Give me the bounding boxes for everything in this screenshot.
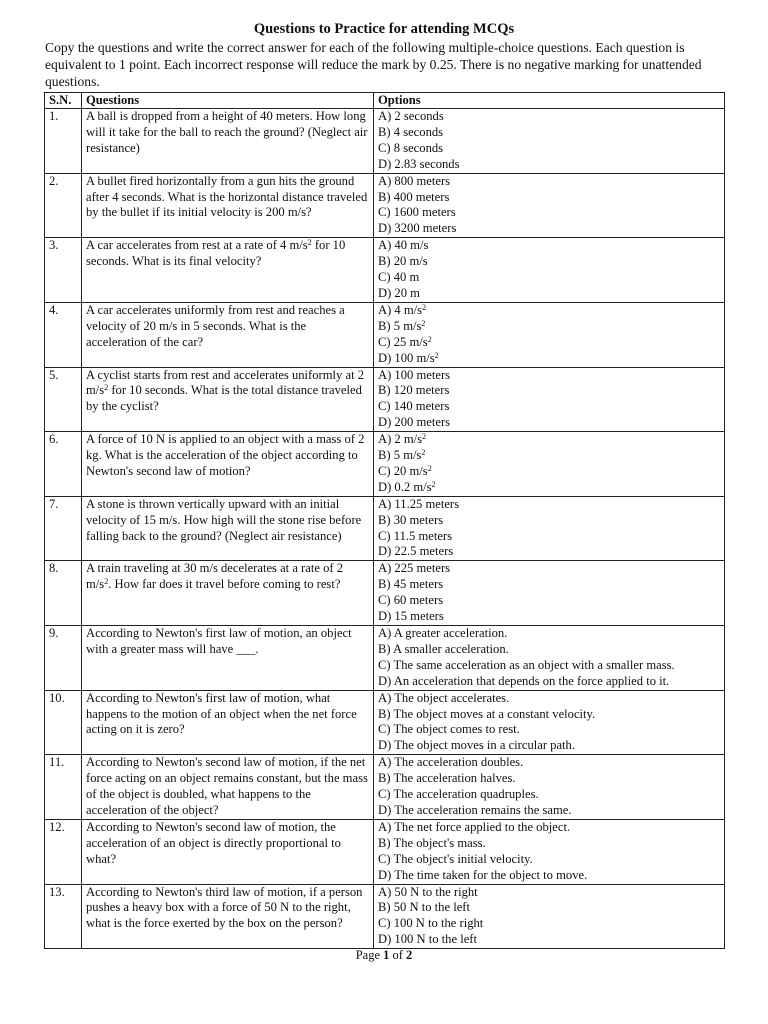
option-a: A) A greater acceleration. (378, 626, 508, 640)
table-row (45, 819, 725, 884)
question-number: 10. (45, 690, 82, 755)
question-number: 7. (45, 496, 82, 561)
question-number: 11. (45, 755, 82, 820)
column-header-sn: S.N. (45, 93, 82, 109)
option-b: B) The object moves at a constant velocity. (378, 706, 596, 721)
question-text: A ball is dropped from a height of 40 meters. How long will it take for the ball to reach the ground? (Neglect air resistance) (82, 109, 374, 174)
option-c: C) 140 meters (378, 399, 450, 414)
options-cell (374, 755, 725, 820)
page-number (0, 947, 768, 963)
option-b: B) 20 m/s (378, 254, 428, 269)
question-number: 3. (45, 238, 82, 303)
option-a: A) 11.25 meters (378, 496, 460, 511)
option-b: B) The object's mass. (378, 835, 486, 850)
options-cell (374, 302, 725, 367)
option-a: A) 2 seconds (378, 109, 444, 123)
question-number: 6. (45, 432, 82, 497)
option-d: D) 100 N to the left (378, 932, 477, 947)
option-c: C) 40 m (378, 270, 420, 285)
question-text: A stone is thrown vertically upward with an initial velocity of 15 m/s. How high will the stone rise before falling back to the ground? (Neglect air resistance) (82, 496, 374, 561)
page-of: of (389, 948, 407, 962)
options-cell (374, 238, 725, 303)
question-number: 8. (45, 561, 82, 626)
option-d: D) The object moves in a circular path. (378, 738, 575, 753)
option-b: B) 45 meters (378, 577, 444, 592)
option-c: C) 1600 meters (378, 205, 456, 220)
question-text: According to Newton's second law of motion, if the net force acting on an object remains constant, but the mass of the object is doubled, what happens to the acceleration of the object? (82, 755, 374, 820)
option-b: B) A smaller acceleration. (378, 641, 509, 656)
option-d: D) An acceleration that depends on the force applied to it. (378, 673, 670, 688)
question-number: 2. (45, 173, 82, 238)
question-text: A train traveling at 30 m/s decelerates at a rate of 2 $m/s^2$. How far does it travel before coming to rest? (82, 561, 374, 626)
column-header-questions: Questions (82, 93, 374, 109)
table-row (45, 884, 725, 949)
option-a: A) 2 $m/s^2$ (378, 432, 427, 447)
option-c: C) 100 N to the right (378, 916, 484, 931)
questions-table (44, 92, 725, 949)
question-text: A force of 10 N is applied to an object with a mass of 2 kg. What is the acceleration of the object according to Newton's second law of motion? (82, 432, 374, 497)
table-row (45, 561, 725, 626)
option-c: C) 8 seconds (378, 140, 444, 155)
question-text: A car accelerates uniformly from rest and reaches a velocity of 20 m/s in 5 seconds. What is the acceleration of the car? (82, 302, 374, 367)
option-a: A) The net force applied to the object. (378, 819, 571, 834)
question-text: A car accelerates from rest at a rate of 4 $m/s^2$ for 10 seconds. What is its final velocity? (82, 238, 374, 303)
options-cell (374, 561, 725, 626)
option-a: A) 40 m/s (378, 238, 429, 253)
option-c: C) 25 $m/s^2$ (378, 334, 432, 349)
question-number: 1. (45, 109, 82, 174)
current-page: 1 (383, 948, 390, 962)
table-row (45, 755, 725, 820)
options-cell (374, 109, 725, 174)
table-row (45, 690, 725, 755)
options-cell (374, 626, 725, 691)
question-text: A bullet fired horizontally from a gun hits the ground after 4 seconds. What is the horizontal distance traveled by the bullet if its initial velocity is 200 m/s? (82, 173, 374, 238)
option-b: B) 120 meters (378, 383, 450, 398)
table-header-row (45, 93, 725, 109)
table-row (45, 302, 725, 367)
option-a: A) 4 $m/s^2$ (378, 302, 427, 317)
option-c: C) 11.5 meters (378, 528, 453, 543)
question-number: 5. (45, 367, 82, 432)
table-row (45, 238, 725, 303)
option-d: D) 15 meters (378, 609, 444, 624)
option-a: A) 225 meters (378, 561, 451, 576)
options-cell (374, 432, 725, 497)
table-row (45, 626, 725, 691)
question-text: According to Newton's third law of motion, if a person pushes a heavy box with a force of 50 N to the right, what is the force exerted by the box on the person? (82, 884, 374, 949)
option-b: B) 5 $m/s^2$ (378, 448, 426, 463)
question-text: A cyclist starts from rest and accelerates uniformly at 2 $m/s^2$ for 10 seconds. What is the total distance traveled by the cyclist? (82, 367, 374, 432)
option-d: D) 0.2 $m/s^2$ (378, 479, 436, 494)
option-d: D) 3200 meters (378, 221, 457, 236)
option-d: D) 200 meters (378, 415, 451, 430)
option-b: B) 5 $m/s^2$ (378, 318, 426, 333)
question-text: According to Newton's second law of motion, the acceleration of an object is directly proportional to what? (82, 819, 374, 884)
option-c: C) 20 $m/s^2$ (378, 463, 432, 478)
option-d: D) 22.5 meters (378, 544, 454, 559)
column-header-options: Options (374, 93, 725, 109)
option-c: C) The same acceleration as an object with a smaller mass. (378, 657, 675, 672)
table-row (45, 432, 725, 497)
question-text: According to Newton's first law of motion, what happens to the motion of an object when the net force acting on it is zero? (82, 690, 374, 755)
question-number: 13. (45, 884, 82, 949)
question-number: 9. (45, 626, 82, 691)
instructions-paragraph: Copy the questions and write the correct answer for each of the following multiple-choice questions. Each question is equivalent to 1 point. Each incorrect response will reduce the mark by 0.25. There is no negative marking for unattended questions. (45, 40, 702, 89)
option-a: A) 100 meters (378, 367, 451, 382)
option-b: B) The acceleration halves. (378, 771, 516, 786)
option-c: C) The object comes to rest. (378, 722, 520, 737)
options-cell (374, 496, 725, 561)
options-cell (374, 173, 725, 238)
option-c: C) The object's initial velocity. (378, 851, 533, 866)
options-cell (374, 367, 725, 432)
page-title: Questions to Practice for attending MCQs (253, 21, 515, 37)
option-b: B) 400 meters (378, 189, 450, 204)
option-d: D) The time taken for the object to move. (378, 867, 588, 882)
option-d: D) 2.83 seconds (378, 156, 460, 171)
page-prefix: Page (355, 948, 384, 962)
option-b: B) 4 seconds (378, 124, 444, 139)
table-row (45, 496, 725, 561)
question-number: 12. (45, 819, 82, 884)
table-row (45, 109, 725, 174)
option-b: B) 50 N to the left (378, 900, 470, 915)
total-pages: 2 (406, 948, 413, 962)
option-a: A) The object accelerates. (378, 690, 510, 705)
option-d: D) The acceleration remains the same. (378, 802, 572, 817)
option-d: D) 20 m (378, 285, 420, 300)
option-a: A) The acceleration doubles. (378, 755, 524, 770)
options-cell (374, 819, 725, 884)
table-row (45, 367, 725, 432)
option-c: C) 60 meters (378, 593, 444, 608)
question-number: 4. (45, 302, 82, 367)
option-d: D) 100 $m/s^2$ (378, 350, 439, 365)
question-text: According to Newton's first law of motion, an object with a greater mass will have ___. (82, 626, 374, 691)
option-a: A) 50 N to the right (378, 884, 478, 899)
option-c: C) The acceleration quadruples. (378, 787, 539, 802)
options-cell (374, 884, 725, 949)
options-cell (374, 690, 725, 755)
table-row (45, 173, 725, 238)
option-a: A) 800 meters (378, 173, 451, 188)
option-b: B) 30 meters (378, 512, 444, 527)
